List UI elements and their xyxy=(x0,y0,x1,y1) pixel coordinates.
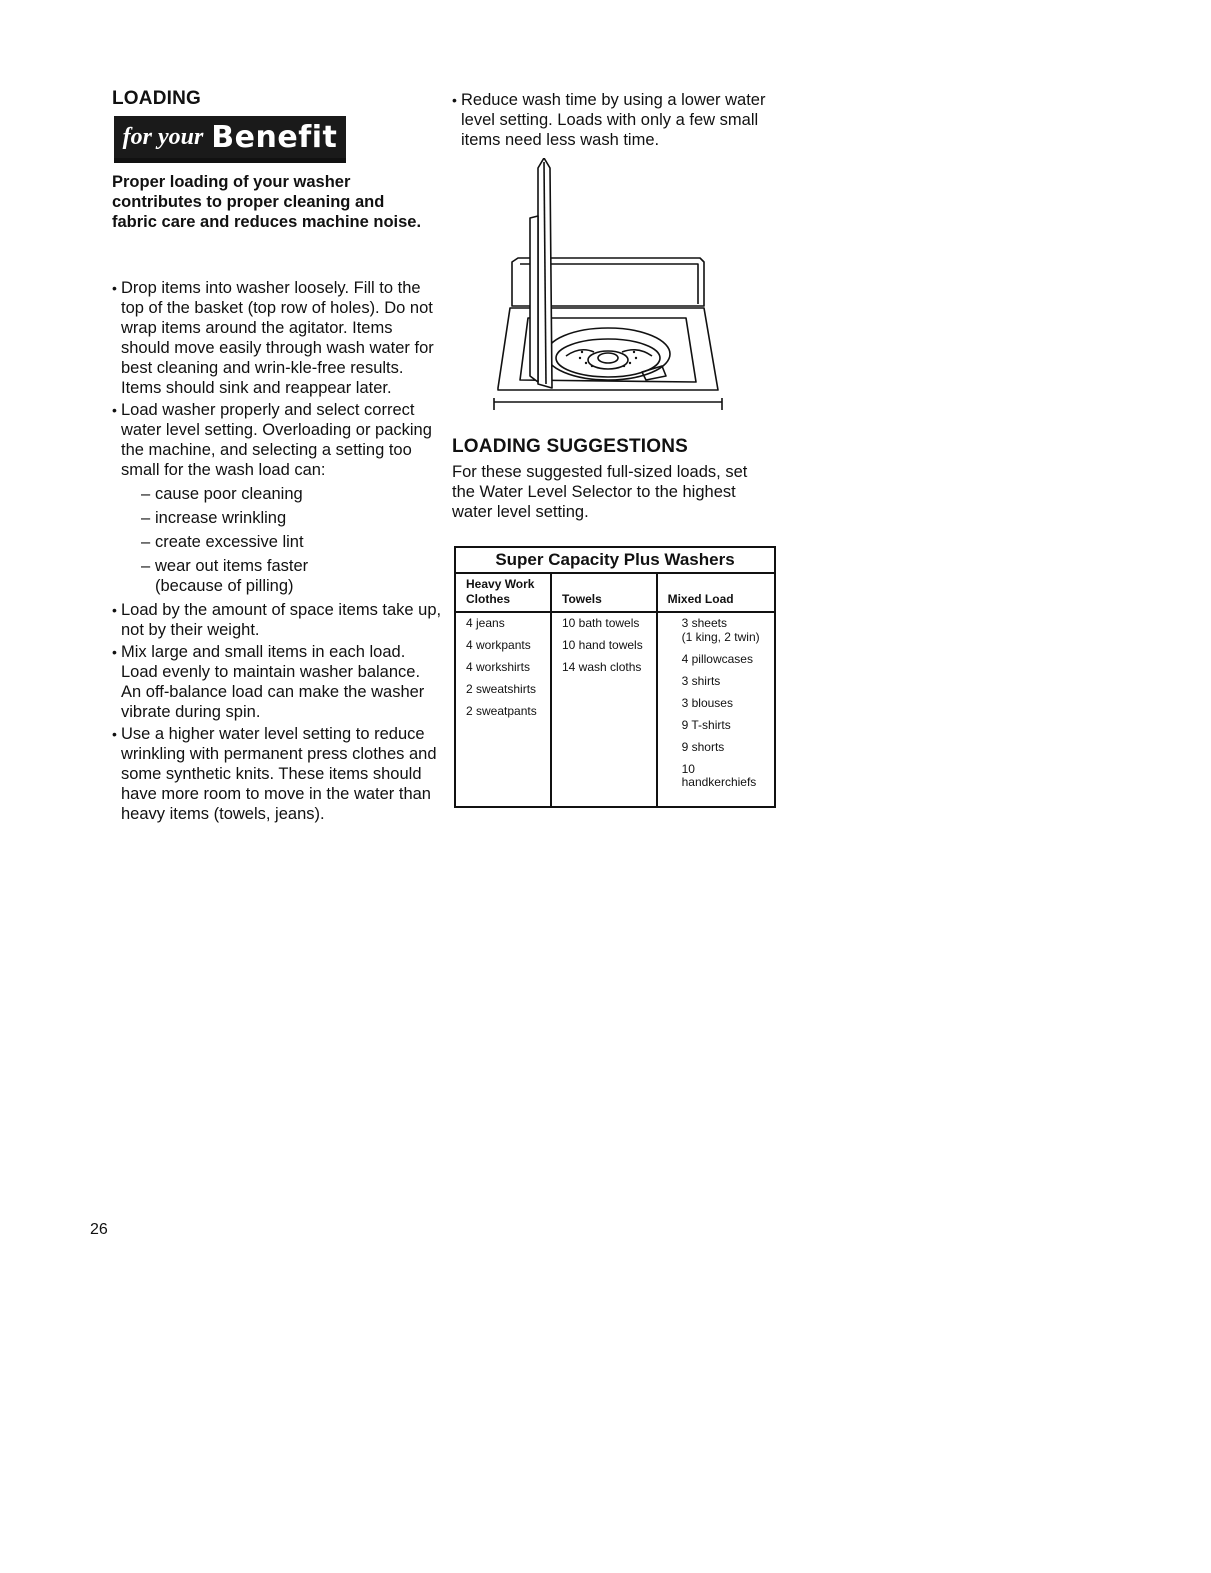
effect-item: – wear out items faster (because of pilling) xyxy=(141,556,442,596)
washer-illustration-icon xyxy=(490,158,726,416)
page-number: 26 xyxy=(90,1221,108,1238)
loading-heading: LOADING xyxy=(112,88,202,109)
benefit-logo-benefit: Benefit xyxy=(211,119,338,155)
loading-tips-list xyxy=(112,278,442,826)
mixed-load-cell: 3 sheets (1 king, 2 twin) 4 pillowcases 3 shirts 3 blouses 9 T-shirts 9 shorts 10 handkerchiefs xyxy=(657,612,775,807)
intro-text: Proper loading of your washer contributes to proper cleaning and fabric care and reduces machine noise. xyxy=(112,173,422,231)
suggestions-text: For these suggested full-sized loads, set the Water Level Selector to the highest water level setting. xyxy=(452,463,748,521)
list-item xyxy=(112,400,442,596)
tip-text: Drop items into washer loosely. Fill to the top of the basket (top row of holes). Do not wrap items around the agitator. Items should move easily through wash water for best cleaning and wrin-kle-free results. Items should sink and reappear later. xyxy=(121,279,434,397)
list-item xyxy=(112,724,442,824)
col-header-heavy-work-clothes: Heavy Work Clothes xyxy=(455,573,551,612)
table-title: Super Capacity Plus Washers xyxy=(455,547,775,573)
table-row xyxy=(455,612,775,807)
list-item xyxy=(112,642,442,722)
wash-time-tip-list xyxy=(452,90,772,152)
for-your-benefit-logo xyxy=(114,116,346,161)
towels-cell: 10 bath towels 10 hand towels 14 wash cloths xyxy=(551,612,657,807)
effect-item: – cause poor cleaning xyxy=(141,484,442,504)
tip-text: Reduce wash time by using a lower water level setting. Loads with only a few small items need less wash time. xyxy=(461,91,766,149)
loading-suggestions-heading: LOADING SUGGESTIONS xyxy=(452,436,689,457)
effect-subnote: (because of pilling) xyxy=(155,577,294,595)
tip-text: Load by the amount of space items take up, not by their weight. xyxy=(121,601,442,639)
effect-item: – create excessive lint xyxy=(141,532,442,552)
col-header-towels: Towels xyxy=(551,573,657,612)
load-suggestions-table xyxy=(454,546,776,808)
tip-text: Load washer properly and select correct water level setting. Overloading or packing the machine, and selecting a setting too small for the wash load can: xyxy=(121,401,432,479)
list-item xyxy=(452,90,772,150)
tip-text: Mix large and small items in each load. Load evenly to maintain washer balance. An off-balance load can make the washer vibrate during spin. xyxy=(121,643,425,721)
effects-list xyxy=(121,484,442,596)
list-item xyxy=(112,600,442,640)
tip-text: Use a higher water level setting to reduce wrinkling with permanent press clothes and some synthetic knits. These items should have more room to move in the water than heavy items (towels, jeans). xyxy=(121,725,437,823)
heavy-work-cell: 4 jeans 4 workpants 4 workshirts 2 sweatshirts 2 sweatpants xyxy=(466,616,537,718)
effect-item: – increase wrinkling xyxy=(141,508,442,528)
col-header-mixed-load: Mixed Load xyxy=(657,573,775,612)
list-item xyxy=(112,278,442,398)
benefit-logo-for-your: for your xyxy=(122,123,204,150)
